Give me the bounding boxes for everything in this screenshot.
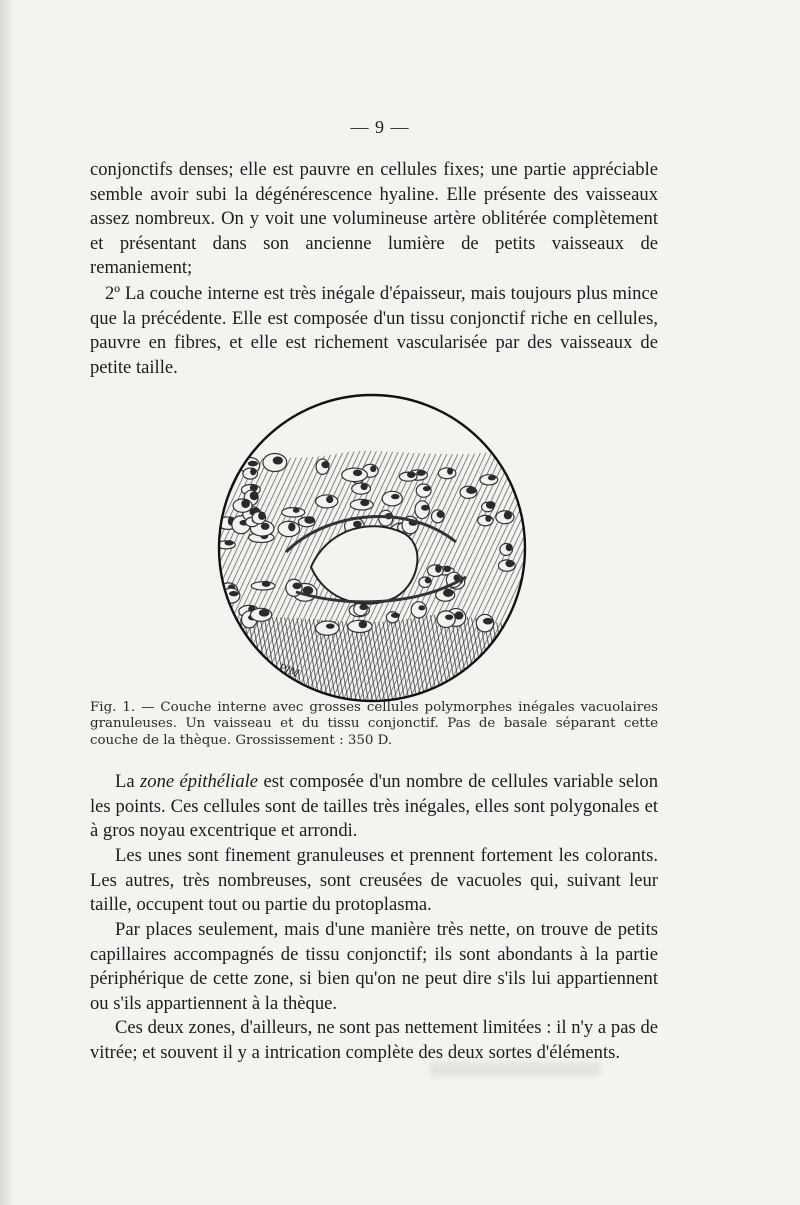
cell-nucleus xyxy=(353,470,362,477)
cell-nucleus xyxy=(359,604,367,610)
cell-nucleus xyxy=(259,609,270,617)
cell-nucleus xyxy=(504,511,512,519)
cell-nucleus xyxy=(435,564,441,573)
cell-nucleus xyxy=(293,508,300,513)
cell-nucleus xyxy=(505,560,514,567)
vacuole-cell xyxy=(411,602,426,618)
paragraph-2: 2º La couche interne est très inégale d'épaisseur, mais toujours plus mince que la précédente. Elle est composée d'un tissu conjonctif riche en cellules, pauvre en fibres, et elle est richement vascularisée par des vaisseaux de petite taille. xyxy=(90,283,658,378)
cell-nucleus xyxy=(292,582,301,589)
vacuole-cell xyxy=(438,468,456,479)
cell-nucleus xyxy=(258,512,266,520)
p3-text-start: La xyxy=(115,771,141,792)
vacuole-cell xyxy=(437,611,455,628)
p3-italic-term: zone épithéliale xyxy=(140,771,259,792)
micrograph-figure xyxy=(216,392,528,704)
cell-nucleus xyxy=(359,620,367,628)
cell-nucleus xyxy=(361,483,368,490)
cell-nucleus xyxy=(447,468,453,475)
paragraph-1: conjonctifs denses; elle est pauvre en cellules fixes; une partie appréciable semble avoir subi la dégénérescence hyaline. Elle présente des vaisseaux assez nombreux. On y voit une volumineuse artère oblitérée complètement et présentant dans son ancienne lumière de petits vaisseaux de remaniement; xyxy=(90,159,658,279)
cell-nucleus xyxy=(418,605,425,610)
page-edge-shadow xyxy=(0,0,14,1205)
cell-nucleus xyxy=(421,505,429,511)
cell-nucleus xyxy=(416,470,425,476)
cell-nucleus xyxy=(370,466,376,472)
vacuole-cell xyxy=(282,508,305,517)
cell-nucleus xyxy=(250,468,256,475)
paragraph-4: Les unes sont finement granuleuses et prennent fortement les colorants. Les autres, très nombreuses, sont creusées de vacuoles qui, suivant leur taille, occupent tout ou partie du protoplasma. xyxy=(90,845,658,916)
artist-signature: PJM xyxy=(276,662,301,680)
cell-nucleus xyxy=(288,522,295,531)
page-number: — 9 — xyxy=(350,117,410,137)
vacuole-cell xyxy=(382,491,402,506)
cell-nucleus xyxy=(407,471,415,478)
cell-nucleus xyxy=(423,486,431,491)
cell-nucleus xyxy=(321,461,329,468)
paragraph-6: Ces deux zones, d'ailleurs, ne sont pas nettement limitées : il n'y a pas de vitrée; et souvent il y a intrication complète des deux sortes d'éléments. xyxy=(90,1017,658,1063)
cell-nucleus xyxy=(443,566,451,572)
cell-nucleus xyxy=(261,523,270,530)
cell-nucleus xyxy=(443,589,453,597)
cell-nucleus xyxy=(241,499,250,508)
cell-nucleus xyxy=(229,591,239,596)
cell-nucleus xyxy=(224,540,233,545)
cell-nucleus xyxy=(485,515,491,521)
figure-caption: Fig. 1. — Couche interne avec grosses cellules polymorphes inégales vacuolaires granuleuses. Un vaisseau et du tissu conjonctif. Pas de basale séparant cette couche de la thèque. Grossissement : 350 D. xyxy=(90,700,658,748)
p3-text-end: est composée d'un nombre de cellules variable selon les points. Ces cellules sont de tailles très inégales, elles sont polygonales et à gros noyau excentrique et arrondi. xyxy=(90,771,658,842)
cell-nucleus xyxy=(506,544,513,552)
cell-nucleus xyxy=(304,516,315,523)
cell-nucleus xyxy=(445,615,453,620)
cell-nucleus xyxy=(248,461,258,467)
cell-nucleus xyxy=(437,511,445,518)
cell-nucleus xyxy=(391,613,400,618)
cell-nucleus xyxy=(391,494,399,499)
cell-nucleus xyxy=(273,457,283,465)
cell-nucleus xyxy=(466,487,476,494)
cell-nucleus xyxy=(483,618,493,625)
cell-nucleus xyxy=(486,501,496,509)
micrograph-illustration xyxy=(216,392,528,704)
cell-nucleus xyxy=(425,577,432,583)
cell-nucleus xyxy=(326,624,335,629)
cell-nucleus xyxy=(326,496,333,504)
paragraph-5: Par places seulement, mais d'une manière très nette, on trouve de petits capillaires accompagnés de tissu conjonctif; ils sont abondants à la partie périphérique de cette zone, si bien qu'on ne peut dire s'ils lui appartiennent ou s'ils appartiennent à la thèque. xyxy=(90,919,658,1014)
paragraph-3 xyxy=(90,770,658,844)
cell-nucleus xyxy=(488,475,496,480)
vacuole-cell xyxy=(316,621,339,635)
cell-nucleus xyxy=(250,491,259,500)
cell-nucleus xyxy=(360,499,369,506)
page-smudge xyxy=(430,1062,600,1076)
cell-nucleus xyxy=(262,581,271,587)
